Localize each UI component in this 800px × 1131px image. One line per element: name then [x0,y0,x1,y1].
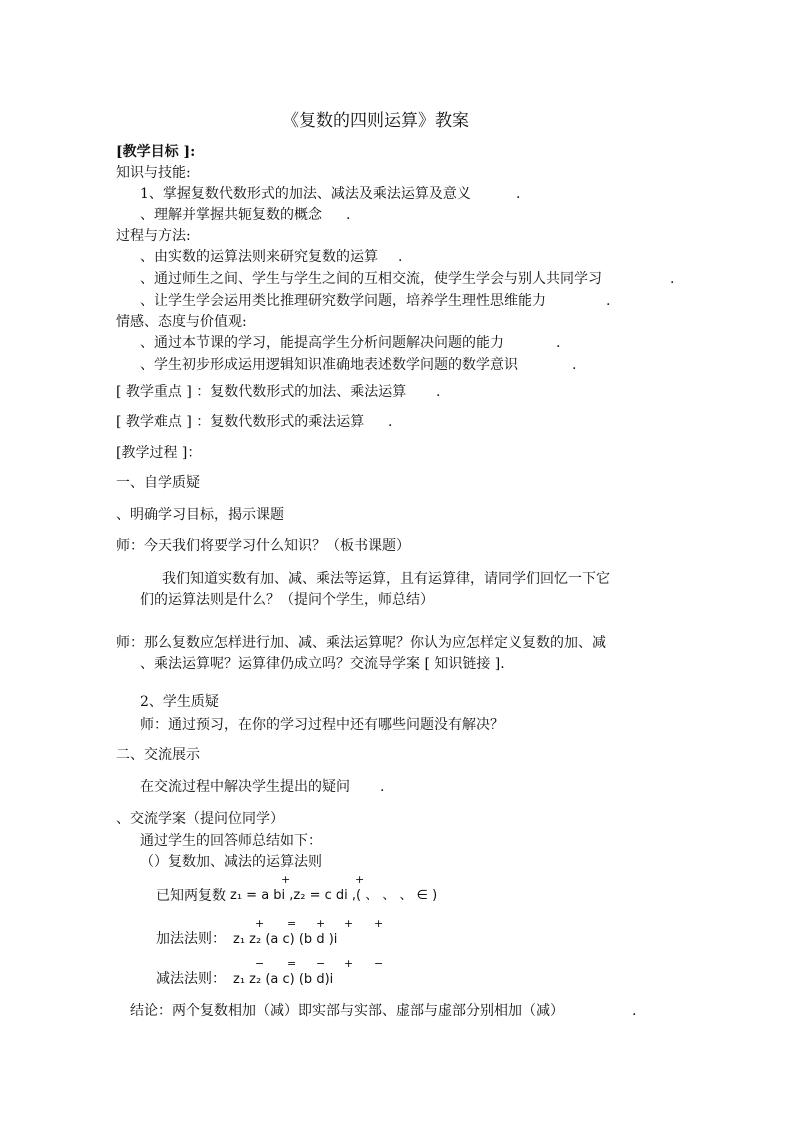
knowledge-item-2: 、理解并掌握共轭复数的概念 [140,207,322,223]
section-2-heading: 二、交流展示 [116,747,200,763]
process-item-1: 、由实数的运算法则来研究复数的运算 [140,249,378,265]
emotion-heading: 情感、态度与价值观: [116,314,247,330]
section-2-line-2: 、交流学案（提问位同学） [116,811,284,827]
section-1-line-1: 、明确学习目标，揭示课题 [116,507,284,523]
difficult-point: [ 教学难点 ] ：复数代数形式的乘法运算 [116,414,365,430]
minus-sign-icon: − [316,957,326,970]
emotion-item-2: 、学生初步形成运用逻辑知识准确地表述数学问题的数学意识 [140,357,518,373]
period-mark: . [606,293,611,309]
addition-rule-label: 加法法则： [156,931,226,947]
formula-intro-label: 已知两复数 [156,888,226,904]
plus-sign-icon: + [374,917,384,930]
section-1-line-3b: 们的运算法则是什么？（提问个学生，师总结） [140,592,434,608]
addition-rule-formula: z₁ z₂ (a c) (b d )i [233,932,338,947]
plus-sign-icon: + [316,917,326,930]
plus-sign-icon: + [255,917,265,930]
period-mark: . [380,779,385,795]
minus-sign-icon: − [255,957,265,970]
section-1-line-4a: 师：那么复数应怎样进行加、减、乘法运算呢？你认为应怎样定义复数的加、减 [116,635,606,651]
plus-sign-icon: + [281,873,291,886]
section-1-line-3a: 我们知道实数有加、减、乘法等运算，且有运算律，请同学们回忆一下它 [162,571,610,587]
emotion-item-1: 、通过本节课的学习，能提高学生分析问题解决问题的能力 [140,335,504,351]
section-1-line-5: 2、学生质疑 [140,694,219,710]
subtraction-rule-formula: z₁ z₂ (a c) (b d)i [233,972,334,987]
period-mark: . [670,271,675,287]
section-1-heading: 一、自学质疑 [116,475,200,491]
plus-sign-icon: + [344,917,354,930]
period-mark: . [388,414,393,430]
subtraction-rule-label: 减法法则： [156,971,226,987]
section-1-line-6: 师：通过预习，在你的学习过程中还有哪些问题没有解决？ [140,717,504,733]
process-item-2: 、通过师生之间、学生与学生之间的互相交流，使学生学会与别人共同学习 [140,271,602,287]
section-1-line-2: 师：今天我们将要学习什么知识？（板书课题） [116,538,410,554]
goals-heading: [教学目标 ]: [116,144,196,160]
period-mark: . [516,186,521,202]
equals-sign-icon: = [287,957,297,970]
page-title: 《复数的四则运算》教案 [282,111,469,131]
minus-sign-icon: − [374,957,384,970]
section-2-line-4: （）复数加、减法的运算法则 [140,854,322,870]
period-mark: . [632,1003,637,1019]
process-main-heading: [教学过程 ]： [116,445,202,461]
knowledge-heading: 知识与技能: [116,165,191,181]
period-mark: . [436,384,441,400]
process-heading: 过程与方法: [116,228,191,244]
period-mark: . [398,249,403,265]
period-mark: . [572,357,577,373]
equals-sign-icon: = [287,917,297,930]
section-1-line-4b: 、乘法运算呢？运算律仍成立吗？交流导学案 [ 知识链接 ]. [140,656,505,672]
conclusion: 结论：两个复数相加（减）即实部与实部、虚部与虚部分别相加（减） [130,1003,564,1019]
section-2-line-3: 通过学生的回答师总结如下： [140,833,322,849]
process-item-3: 、让学生学会运用类比推理研究数学问题，培养学生理性思维能力 [140,293,546,309]
plus-sign-icon: + [355,873,365,886]
plus-sign-icon: + [344,957,354,970]
period-mark: . [346,207,351,223]
knowledge-item-1: 1、掌握复数代数形式的加法、减法及乘法运算及意义 [140,186,471,202]
section-2-line-1: 在交流过程中解决学生提出的疑问 [140,779,350,795]
key-point: [ 教学重点 ] ：复数代数形式的加法、乘法运算 [116,384,407,400]
period-mark: . [556,335,561,351]
formula-complex-numbers: z₁ = a bi ,z₂ = c di ,( 、 、 、 ∈ ) [230,888,438,903]
